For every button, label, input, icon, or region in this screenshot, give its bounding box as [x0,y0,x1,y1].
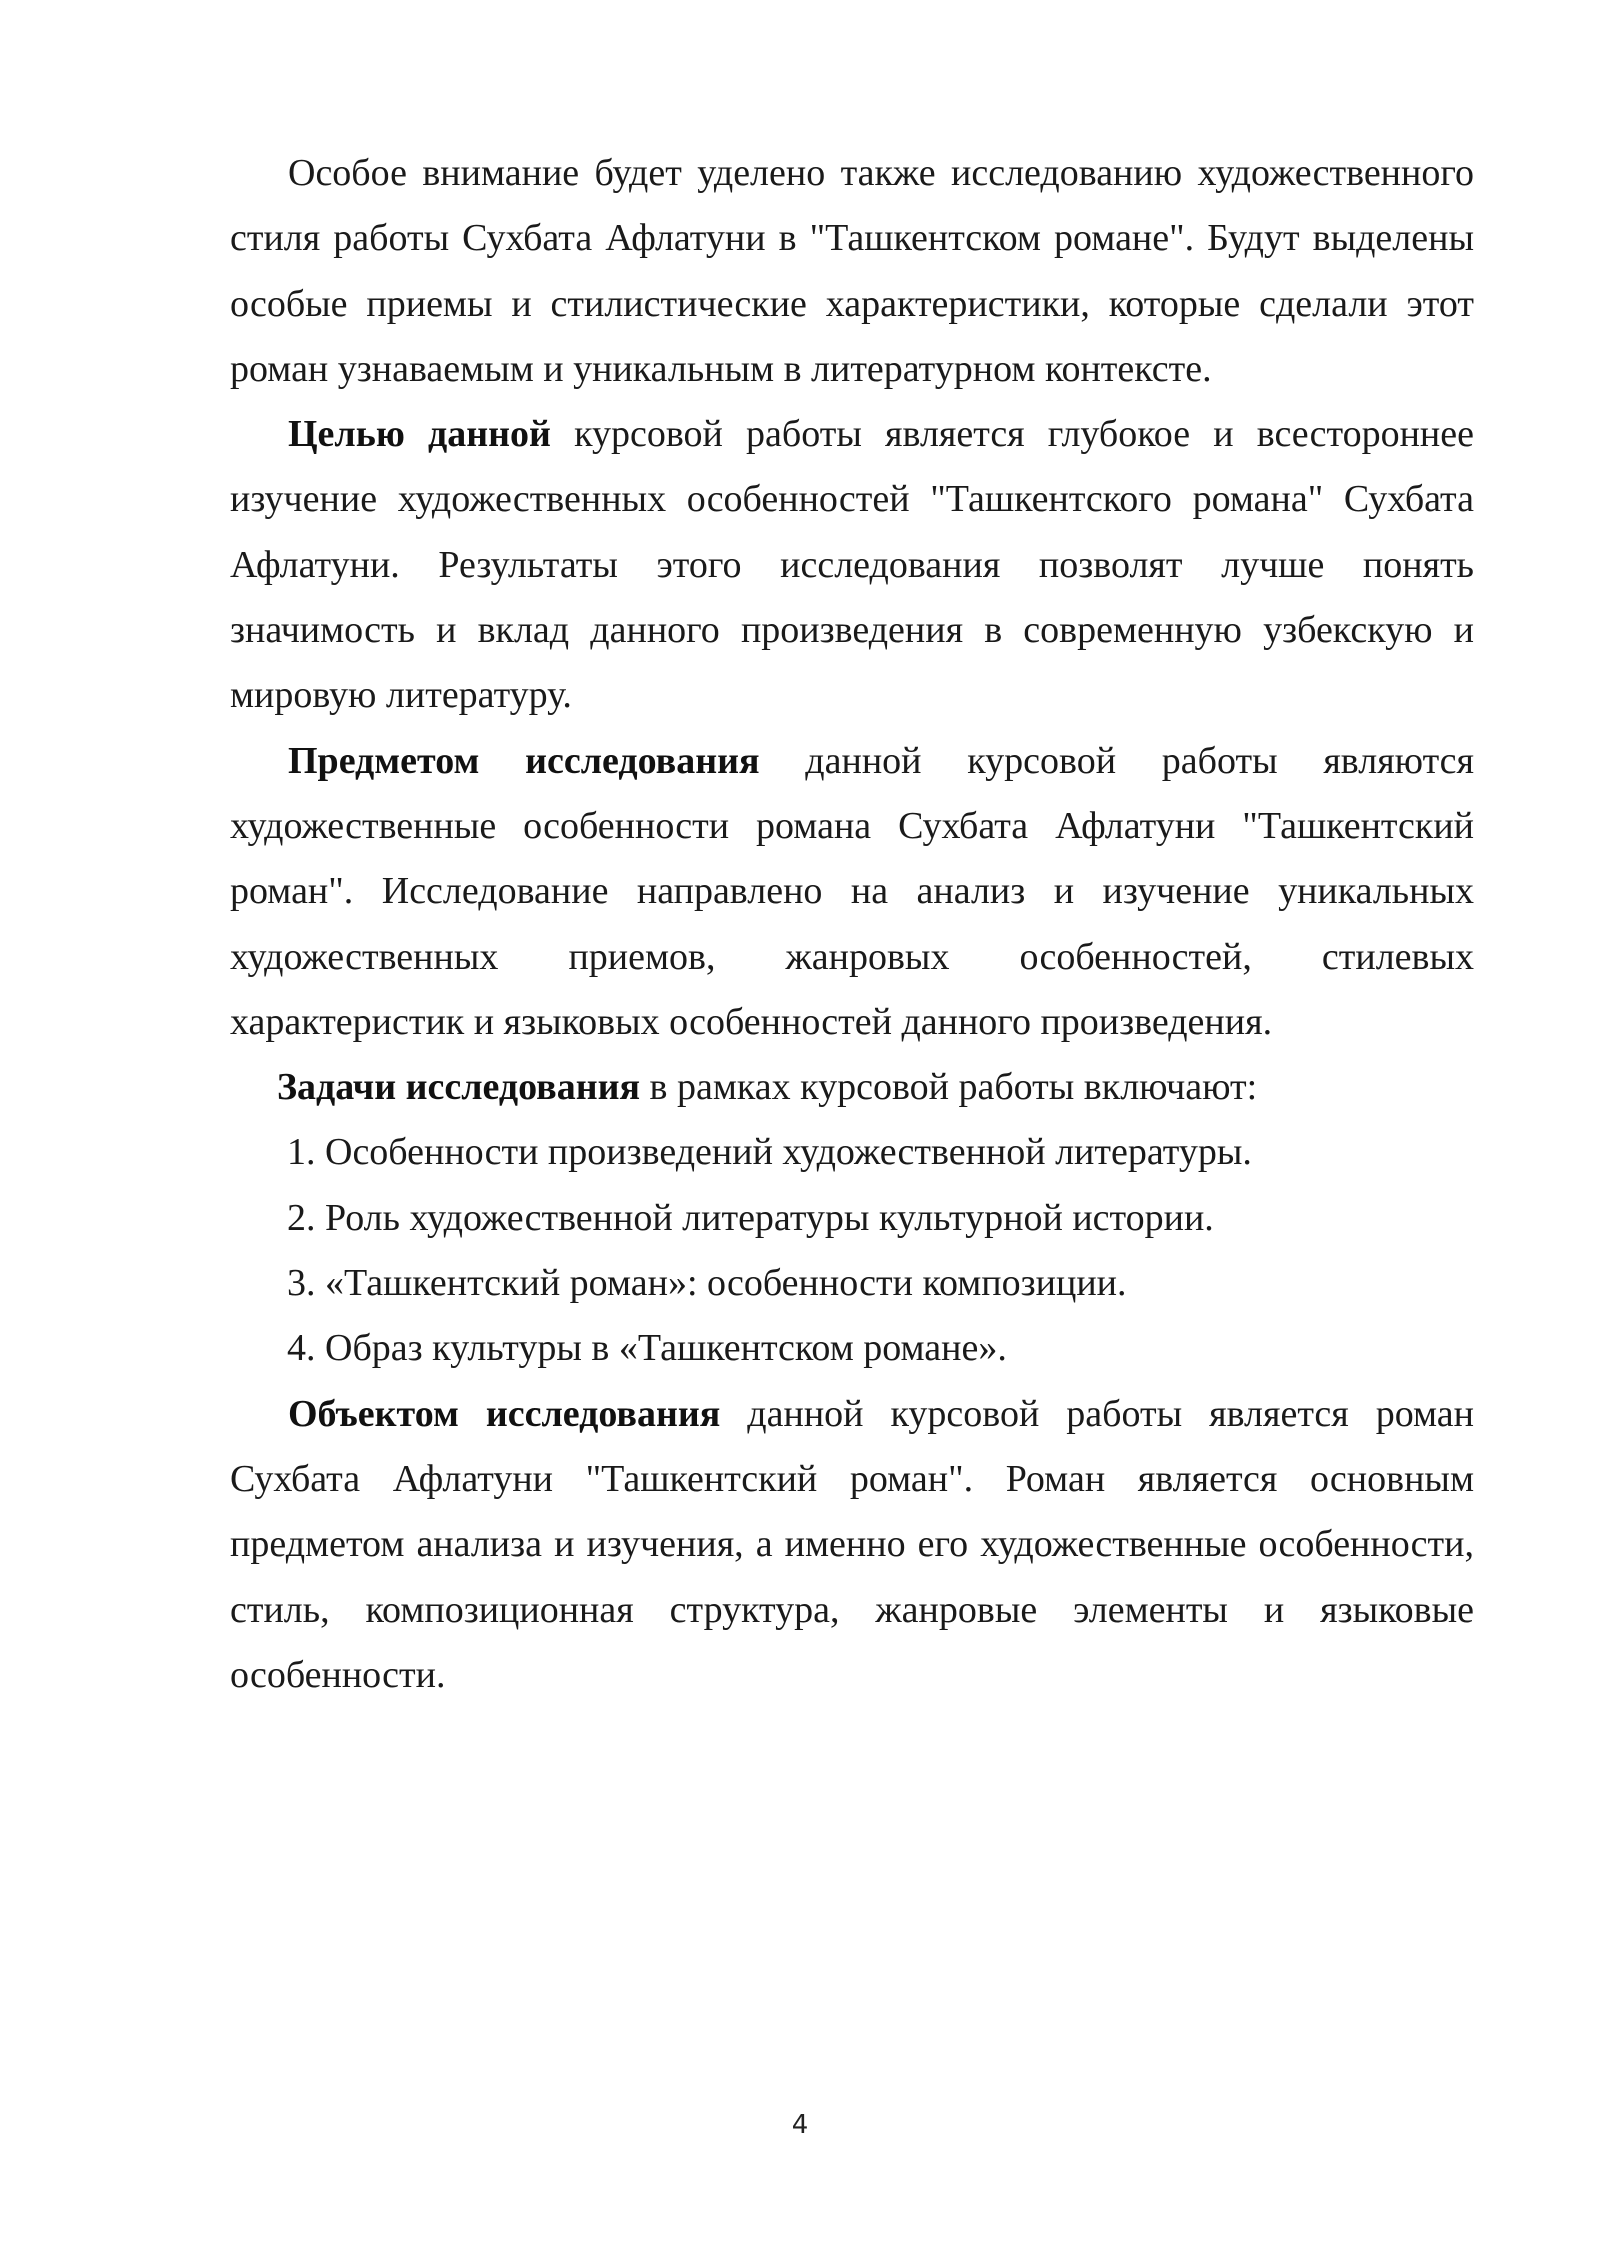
task-item-1: 1. Особенности произведений художественной литературы. [287,1131,1252,1174]
document-body [230,141,1474,1708]
paragraph-subject [230,729,1474,1055]
paragraph-subject-text: данной курсовой работы являются художественные особенности романа Сухбата Афлатуни "Ташкентский роман". Исследование направлено на анализ и изучение уникальных художественных приемов, жанровых особенностей, стилевых характеристик и языковых особенностей данного произведения. [230,739,1474,1043]
tasks-heading [230,1055,1474,1120]
tasks-heading-bold: Задачи исследования [277,1066,641,1109]
task-item-3: 3. «Ташкентский роман»: особенности композиции. [287,1262,1127,1305]
paragraph-goal-text: курсовой работы является глубокое и всестороннее изучение художественных особенностей "Ташкентского романа" Сухбата Афлатуни. Результаты этого исследования позволят лучше понять значимость и вклад данного произведения в современную узбекскую и мировую литературу. [230,413,1474,717]
paragraph-object-bold: Объектом исследования [288,1392,721,1435]
paragraph-object [230,1382,1474,1708]
paragraph-goal [230,402,1474,728]
page-number: 4 [791,2110,809,2140]
paragraph-object-text: данной курсовой работы является роман Сухбата Афлатуни "Ташкентский роман". Роман является основным предметом анализа и изучения, а именно его художественные особенности, стиль, композиционная структура, жанровые элементы и языковые особенности. [230,1392,1474,1696]
paragraph-style [230,141,1474,402]
tasks-heading-text: в рамках курсовой работы включают: [640,1066,1258,1109]
paragraph-style-text: Особое внимание будет уделено также исследованию художественного стиля работы Сухбата Афлатуни в "Ташкентском романе". Будут выделены особые приемы и стилистические характеристики, которые сделали этот роман узнаваемым и уникальным в литературном контексте. [230,152,1474,390]
task-item-4: 4. Образ культуры в «Ташкентском романе». [287,1327,1007,1370]
paragraph-goal-bold: Целью данной [288,413,551,456]
paragraph-subject-bold: Предметом исследования [288,739,760,782]
task-item-2: 2. Роль художественной литературы культурной истории. [287,1196,1214,1239]
